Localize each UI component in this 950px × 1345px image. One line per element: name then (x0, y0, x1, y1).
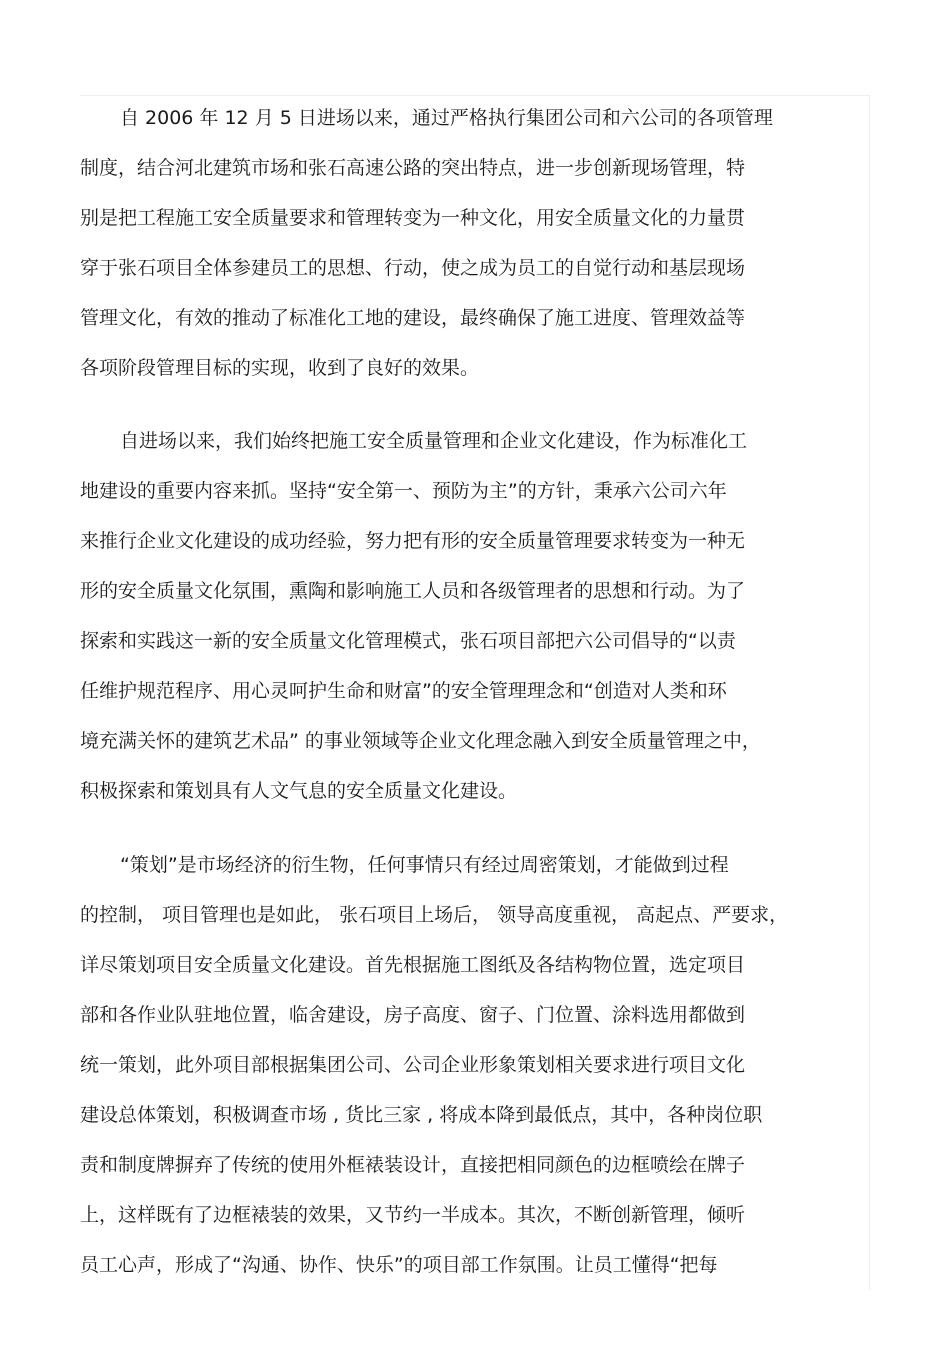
paragraph-2-line-2: 地建设的重要内容来抓。坚持“安全第一、预防为主”的方针，秉承六公司六年 (80, 480, 727, 502)
paragraph-3-line-8: 上，这样既有了边框裱装的效果，又节约一半成本。其次，不断创新管理，倾听 (80, 1204, 746, 1226)
paragraph-1-line-2: 制度，结合河北建筑市场和张石高速公路的突出特点，进一步创新现场管理，特 (80, 157, 746, 179)
paragraph-2-line-7: 境充满关怀的建筑艺术品” 的事业领域等企业文化理念融入到安全质量管理之中， (80, 730, 761, 752)
paragraph-3-line-3: 详尽策划项目安全质量文化建设。首先根据施工图纸及各结构物位置，选定项目 (80, 954, 746, 976)
paragraph-3-line-5: 统一策划，此外项目部根据集团公司、公司企业形象策划相关要求进行项目文化 (80, 1054, 746, 1076)
paragraph-1-line-5: 管理文化，有效的推动了标准化工地的建设，最终确保了施工进度、管理效益等 (80, 307, 746, 329)
paragraph-1-line-4: 穿于张石项目全体参建员工的思想、行动，使之成为员工的自觉行动和基层现场 (80, 257, 746, 279)
paragraph-3-line-6: 建设总体策划，积极调查市场 , 货比三家 , 将成本降到最低点，其中，各种岗位职 (80, 1104, 763, 1126)
paragraph-2-line-6: 任维护规范程序、用心灵呵护生命和财富”的安全管理理念和“创造对人类和环 (80, 680, 727, 702)
paragraph-1-line-3: 别是把工程施工安全质量要求和管理转变为一种文化，用安全质量文化的力量贯 (80, 207, 746, 229)
paragraph-2-line-3: 来推行企业文化建设的成功经验，努力把有形的安全质量管理要求转变为一种无 (80, 530, 746, 552)
paragraph-3-line-1: “策划”是市场经济的衍生物，任何事情只有经过周密策划，才能做到过程 (120, 854, 729, 876)
paragraph-2-line-5: 探索和实践这一新的安全质量文化管理模式，张石项目部把六公司倡导的“以责 (80, 630, 736, 652)
paragraph-1-line-1: 自 2006 年 12 月 5 日进场以来，通过严格执行集团公司和六公司的各项管理 (120, 107, 773, 129)
paragraph-2-line-8: 积极探索和策划具有人文气息的安全质量文化建设。 (80, 780, 518, 802)
paragraph-3-line-4: 部和各作业队驻地位置，临舍建设，房子高度、窗子、门位置、涂料选用都做到 (80, 1004, 746, 1026)
paragraph-3-line-9: 员工心声，形成了“沟通、协作、快乐”的项目部工作氛围。让员工懂得“把每 (80, 1254, 718, 1276)
paragraph-3-line-2: 的控制， 项目管理也是如此， 张石项目上场后， 领导高度重视， 高起点、严要求， (80, 904, 789, 926)
paragraph-2-line-1: 自进场以来，我们始终把施工安全质量管理和企业文化建设，作为标准化工 (120, 430, 748, 452)
paragraph-1-line-6: 各项阶段管理目标的实现，收到了良好的效果。 (80, 357, 480, 379)
paragraph-2-line-4: 形的安全质量文化氛围，熏陶和影响施工人员和各级管理者的思想和行动。为了 (80, 580, 746, 602)
paragraph-3-line-7: 责和制度牌摒弃了传统的使用外框裱装设计，直接把相同颜色的边框喷绘在牌子 (80, 1154, 746, 1176)
